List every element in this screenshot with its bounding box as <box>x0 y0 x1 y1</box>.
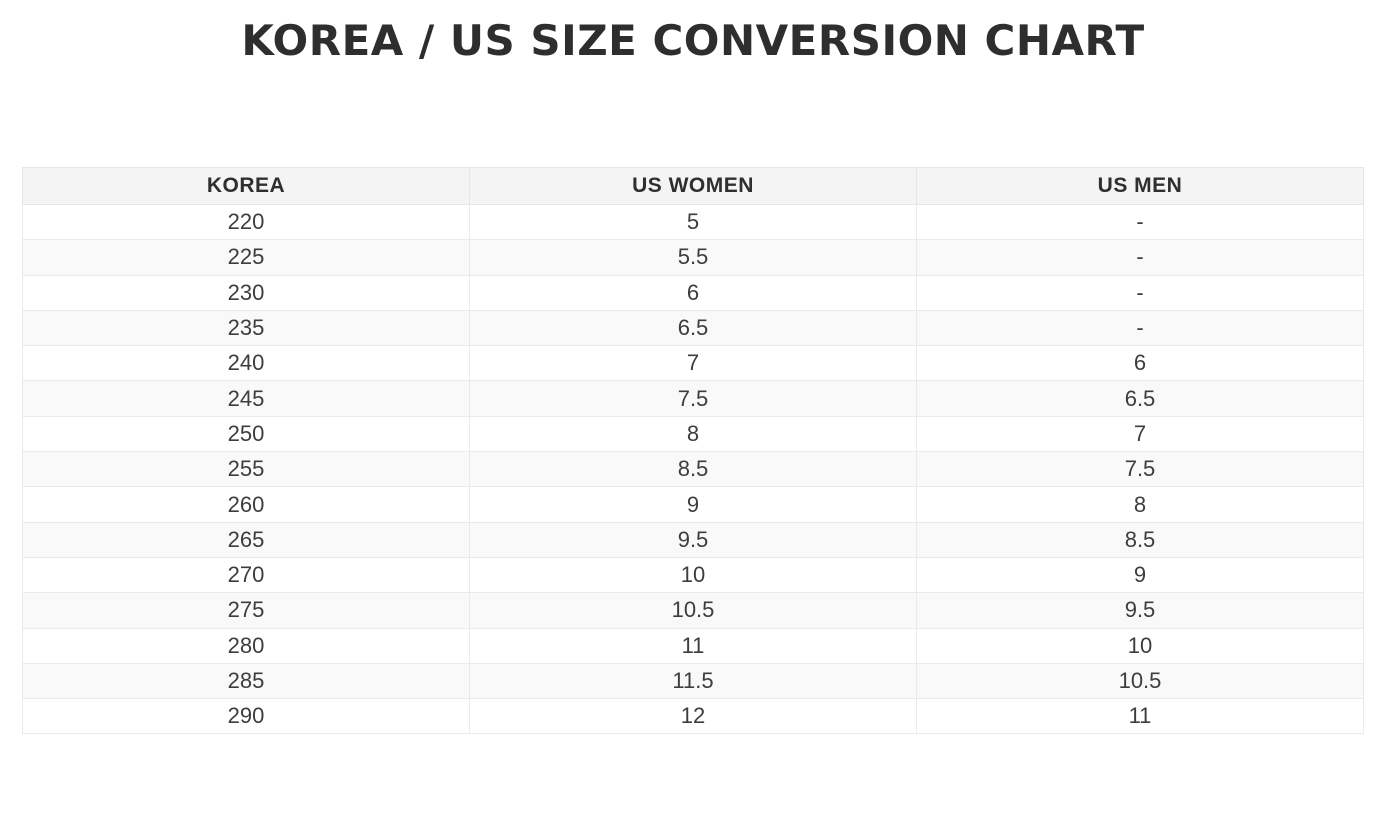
size-conversion-table <box>22 167 1364 734</box>
table-row <box>23 240 1364 275</box>
column-header-us-women: US WOMEN <box>470 168 917 205</box>
table-row <box>23 346 1364 381</box>
table-head <box>23 168 1364 205</box>
table-cell: 260 <box>23 487 470 522</box>
table-cell: 8 <box>917 487 1364 522</box>
table-row <box>23 487 1364 522</box>
table-cell: 250 <box>23 416 470 451</box>
column-header-us-men: US MEN <box>917 168 1364 205</box>
table-cell: - <box>917 205 1364 240</box>
table-cell: - <box>917 310 1364 345</box>
table-row <box>23 628 1364 663</box>
table-row <box>23 593 1364 628</box>
page-title: KOREA / US SIZE CONVERSION CHART <box>241 16 1145 65</box>
table-cell: 240 <box>23 346 470 381</box>
table-row <box>23 663 1364 698</box>
table-row <box>23 310 1364 345</box>
table-cell: 7.5 <box>470 381 917 416</box>
table-cell: 6.5 <box>917 381 1364 416</box>
table-row <box>23 557 1364 592</box>
table-cell: 9.5 <box>917 593 1364 628</box>
table-cell: 270 <box>23 557 470 592</box>
table-row <box>23 452 1364 487</box>
table-row <box>23 522 1364 557</box>
table-cell: 280 <box>23 628 470 663</box>
table-cell: 10 <box>917 628 1364 663</box>
table-cell: - <box>917 240 1364 275</box>
table-cell: 265 <box>23 522 470 557</box>
table-cell: - <box>917 275 1364 310</box>
table-cell: 290 <box>23 699 470 734</box>
table-cell: 12 <box>470 699 917 734</box>
table-cell: 11.5 <box>470 663 917 698</box>
table-row <box>23 416 1364 451</box>
table-row <box>23 699 1364 734</box>
table-cell: 7.5 <box>917 452 1364 487</box>
table-body <box>23 205 1364 734</box>
table-cell: 275 <box>23 593 470 628</box>
table-cell: 6 <box>470 275 917 310</box>
table-cell: 7 <box>470 346 917 381</box>
table-cell: 7 <box>917 416 1364 451</box>
table-cell: 11 <box>470 628 917 663</box>
table-cell: 10.5 <box>917 663 1364 698</box>
table-cell: 10.5 <box>470 593 917 628</box>
table-cell: 220 <box>23 205 470 240</box>
table-cell: 5.5 <box>470 240 917 275</box>
table-cell: 11 <box>917 699 1364 734</box>
table-cell: 8 <box>470 416 917 451</box>
table-cell: 9 <box>917 557 1364 592</box>
table-cell: 255 <box>23 452 470 487</box>
table-head-row <box>23 168 1364 205</box>
conversion-table-container <box>0 167 1386 734</box>
table-cell: 245 <box>23 381 470 416</box>
table-row <box>23 205 1364 240</box>
table-cell: 9 <box>470 487 917 522</box>
table-cell: 6.5 <box>470 310 917 345</box>
table-cell: 9.5 <box>470 522 917 557</box>
table-cell: 230 <box>23 275 470 310</box>
table-cell: 5 <box>470 205 917 240</box>
table-cell: 235 <box>23 310 470 345</box>
table-cell: 225 <box>23 240 470 275</box>
table-cell: 8.5 <box>917 522 1364 557</box>
table-cell: 285 <box>23 663 470 698</box>
table-cell: 8.5 <box>470 452 917 487</box>
table-cell: 10 <box>470 557 917 592</box>
column-header-korea: KOREA <box>23 168 470 205</box>
table-row <box>23 381 1364 416</box>
table-row <box>23 275 1364 310</box>
table-cell: 6 <box>917 346 1364 381</box>
